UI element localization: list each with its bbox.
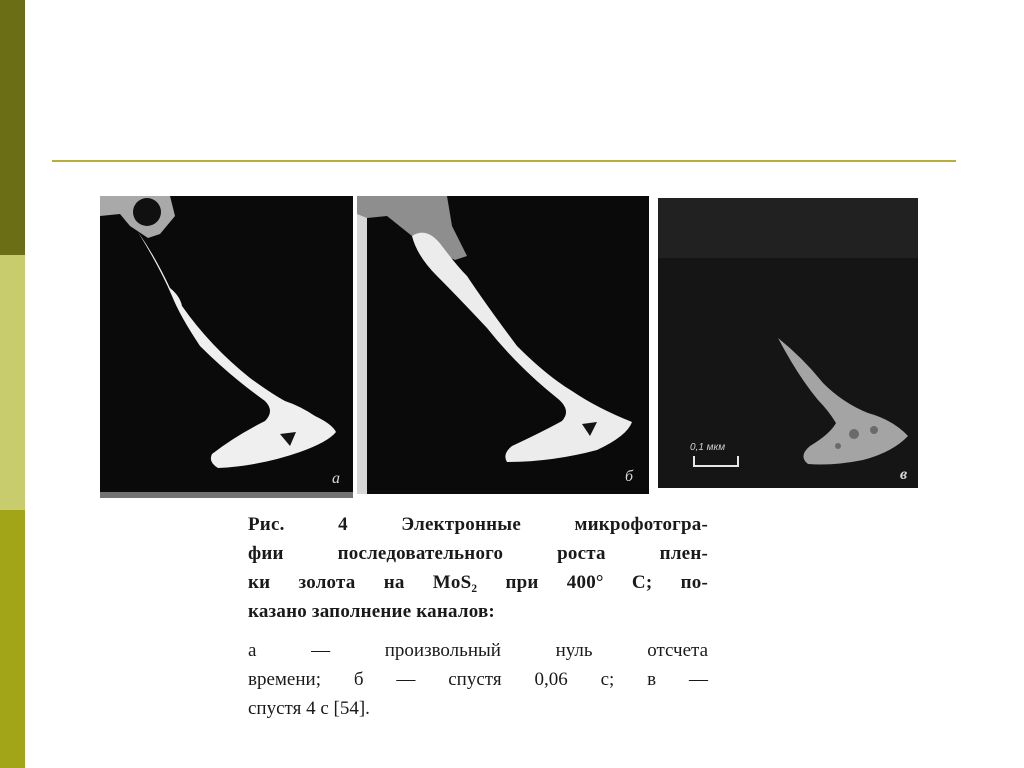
caption-heading	[248, 510, 708, 626]
micrograph-a-image	[100, 196, 353, 498]
scale-bar	[690, 442, 740, 470]
sidebar-segment-middle	[0, 255, 25, 510]
sidebar-segment-top	[0, 0, 25, 255]
title-divider-line	[52, 160, 956, 162]
caption-legend	[248, 636, 708, 723]
micrograph-panel-b	[357, 196, 649, 494]
sidebar-segment-bottom	[0, 510, 25, 768]
caption-head-line-1: Рис. 4 Электронные микрофотогра-	[248, 514, 708, 535]
panel-letter-c: в	[900, 466, 908, 483]
slide-sidebar	[0, 0, 25, 768]
micrograph-panel-a	[100, 196, 353, 498]
scale-bar-label: 0,1 мкм	[690, 442, 726, 453]
caption-head-line-4: казано заполнение каналов:	[248, 601, 495, 622]
caption-body-line-2: времени; б — спустя 0,06 с; в —	[248, 669, 708, 690]
caption-body-line-3: спустя 4 с [54].	[248, 698, 370, 719]
micrograph-b-image	[357, 196, 649, 494]
caption-head-line-2: фии последовательного роста плен-	[248, 543, 708, 564]
panel-letter-b: б	[625, 468, 634, 485]
micrograph-panel-c	[658, 198, 918, 488]
figure-caption	[248, 510, 708, 723]
scale-bar-bracket	[693, 456, 739, 467]
caption-head-line-3: ки золота на MoS₂ при 400° С; по-	[248, 572, 708, 593]
panel-letter-a: а	[332, 470, 340, 487]
caption-body-line-1: а — произвольный нуль отсчета	[248, 640, 708, 661]
